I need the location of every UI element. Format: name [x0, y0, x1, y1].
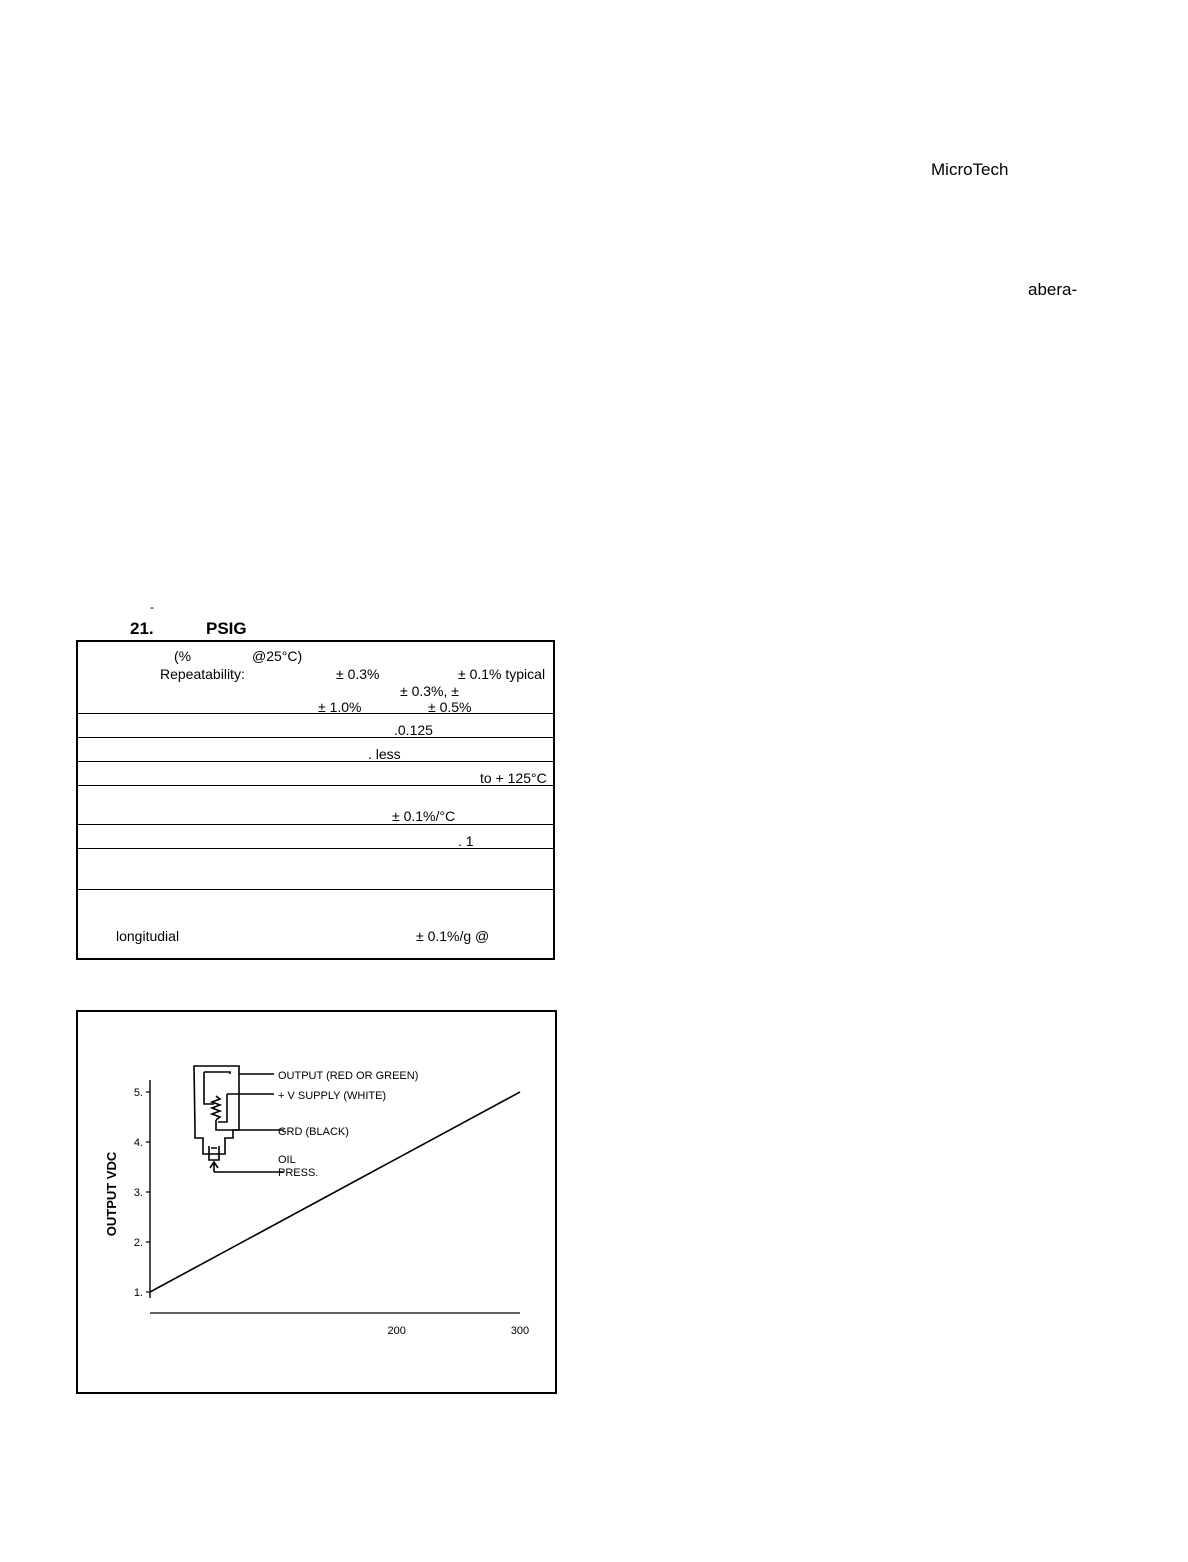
row-divider: [78, 889, 553, 890]
y-tick-label: 1.: [133, 1287, 143, 1299]
output-chart: [78, 1012, 555, 1392]
series-group: [150, 1092, 520, 1292]
y-tick-label: 2.: [133, 1237, 143, 1249]
resistor-icon: [212, 1096, 220, 1120]
ground-wire-label: GRD (BLACK): [278, 1126, 349, 1138]
longitudinal-label: longitudial: [116, 928, 180, 944]
port-stub: [209, 1146, 219, 1160]
output-chart-figure: [76, 1010, 557, 1394]
brand-name: MicroTech: [931, 160, 1009, 179]
row-divider: [78, 848, 553, 849]
repeatability-typical: ± 0.1% typical: [458, 666, 546, 682]
y-ticks: [134, 1087, 150, 1299]
row4-value1: ± 1.0%: [318, 699, 362, 715]
x-tick-label: 300: [510, 1325, 530, 1337]
row-divider: [78, 713, 553, 714]
row9-value: . 1: [458, 833, 474, 849]
row1-temperature: @25°C): [252, 648, 303, 664]
row8-value: ± 0.1%/°C: [392, 808, 456, 824]
y-tick-label: 5.: [133, 1087, 143, 1099]
y-tick-label: 4.: [133, 1137, 143, 1149]
row1-paren: (%: [174, 648, 192, 664]
table-number: 21.: [130, 619, 154, 638]
repeatability-value: ± 0.3%: [336, 666, 380, 682]
oil-pressure-arrow: [210, 1162, 284, 1172]
supply-wire-label: + V SUPPLY (WHITE): [278, 1090, 387, 1102]
longitudinal-value: ± 0.1%/g @: [416, 928, 490, 944]
x-tick-label: 200: [387, 1325, 406, 1337]
row-divider: [78, 824, 553, 825]
row7-value: to + 125°C: [480, 770, 547, 786]
row-divider: [78, 785, 553, 786]
chart-axes: [150, 1080, 520, 1313]
row-divider: [78, 761, 553, 762]
y-axis-title: OUTPUT VDC: [104, 1151, 119, 1237]
hyphenated-fragment: abera-: [1028, 280, 1078, 299]
pressure-label: PRESS.: [278, 1167, 319, 1179]
output-wire-label: OUTPUT (RED OR GREEN): [278, 1070, 419, 1082]
row4-value2: ± 0.5%: [428, 699, 472, 715]
sensor-diagram: [194, 1066, 284, 1172]
row5-value: .0.125: [394, 722, 433, 738]
table-unit: PSIG: [206, 619, 247, 638]
oil-label: OIL: [278, 1154, 296, 1166]
row-divider: [78, 737, 553, 738]
y-tick-label: 3.: [133, 1187, 143, 1199]
caption-mark: -: [150, 600, 154, 614]
row3-value: ± 0.3%, ±: [400, 683, 459, 699]
supply-wire: [218, 1094, 274, 1122]
repeatability-label: Repeatability:: [160, 666, 245, 682]
spec-table: [76, 640, 555, 960]
row6-value: . less: [368, 746, 401, 762]
output-voltage-line: [150, 1092, 520, 1292]
x-ticks: [387, 1325, 529, 1337]
